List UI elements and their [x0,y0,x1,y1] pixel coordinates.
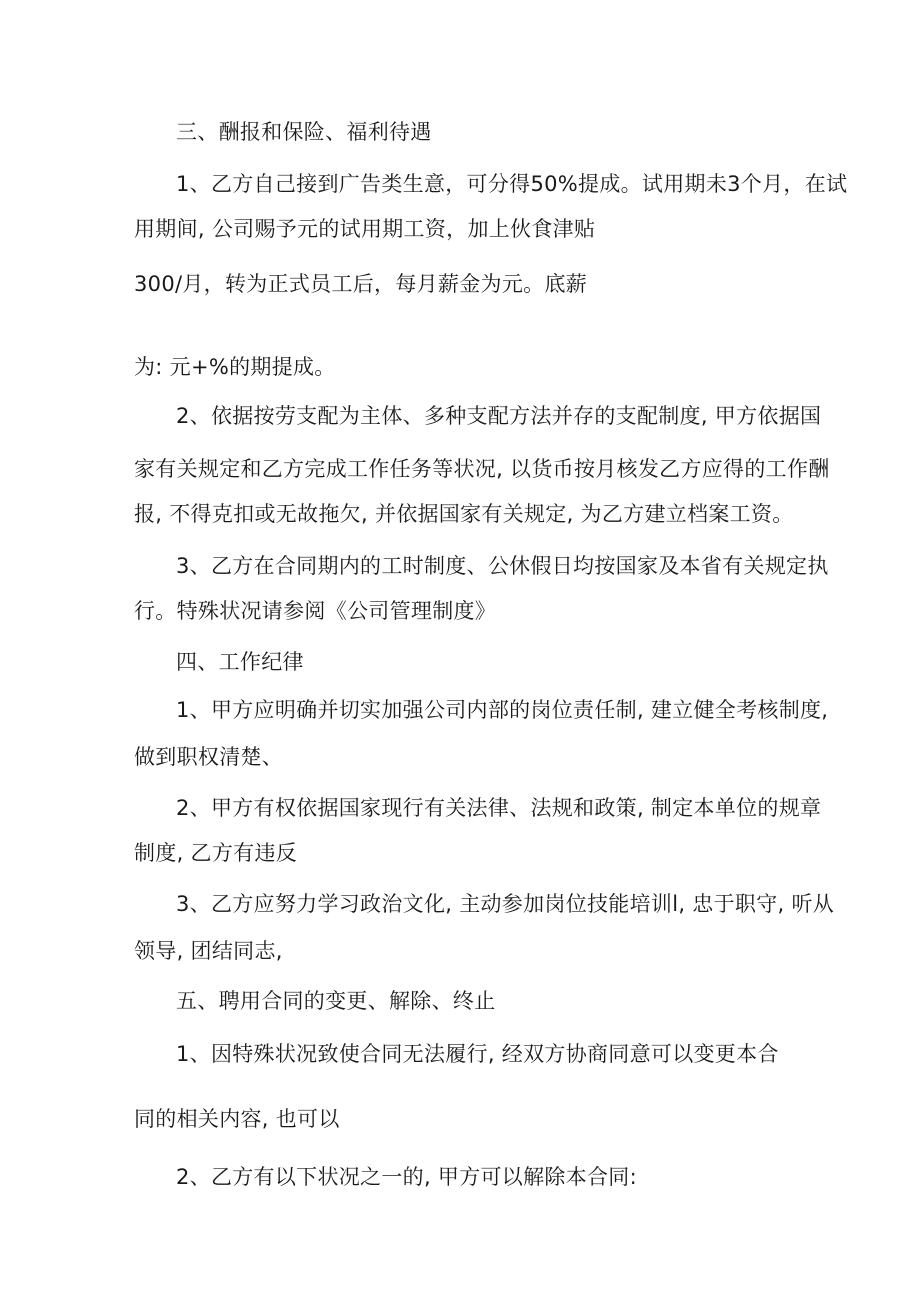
paragraph-line: 2、依据按劳支配为主体、多种支配方法并存的支配制度, 甲方依据国 [176,404,822,428]
paragraph-line: 行。特殊状况请参阅《公司管理制度》 [134,599,497,623]
paragraph-line: 领导, 团结同志, [134,939,283,963]
paragraph-line: 做到职权清楚、 [134,745,284,769]
paragraph-line: 1、因特殊状况致使合同无法履行, 经双方协商同意可以变更本合 [176,1042,779,1066]
section-heading-discipline: 四、工作纪律 [176,650,304,674]
paragraph-line: 报, 不得克扣或无故拖欠, 并依据国家有关规定, 为乙方建立档案工资。 [134,502,794,526]
paragraph-line: 2、乙方有以下状况之一的, 甲方可以解除本合同: [176,1165,637,1189]
paragraph-line: 用期间, 公司赐予元的试用期工资，加上伙食津贴 [134,217,596,241]
paragraph-line: 300/月，转为正式员工后，每月薪金为元。底薪 [134,272,588,296]
paragraph-line: 制度, 乙方有违反 [134,841,298,865]
paragraph-line: 家有关规定和乙方完成工作任务等状况, 以货币按月核发乙方应得的工作酬 [134,457,830,481]
paragraph-line: 3、乙方应努力学习政治文化, 主动参加岗位技能培训l, 忠于职守, 听从 [176,892,835,916]
paragraph-line: 为: 元+%的期提成。 [134,355,336,379]
paragraph-line: 同的相关内容, 也可以 [134,1107,340,1131]
section-heading-contract-change: 五、聘用合同的变更、解除、终止 [176,989,496,1013]
paragraph-line: 1、乙方自己接到广告类生意，可分得50%提成。试用期未3个月，在试 [176,172,848,196]
section-heading-compensation: 三、酬报和保险、福利待遇 [176,120,432,144]
paragraph-line: 3、乙方在合同期内的工时制度、公休假日均按国家及本省有关规定执 [176,554,829,578]
paragraph-line: 1、甲方应明确并切实加强公司内部的岗位责任制, 建立健全考核制度, [176,698,829,722]
paragraph-line: 2、甲方有权依据国家现行有关法律、法规和政策, 制定本单位的规章 [176,796,822,820]
